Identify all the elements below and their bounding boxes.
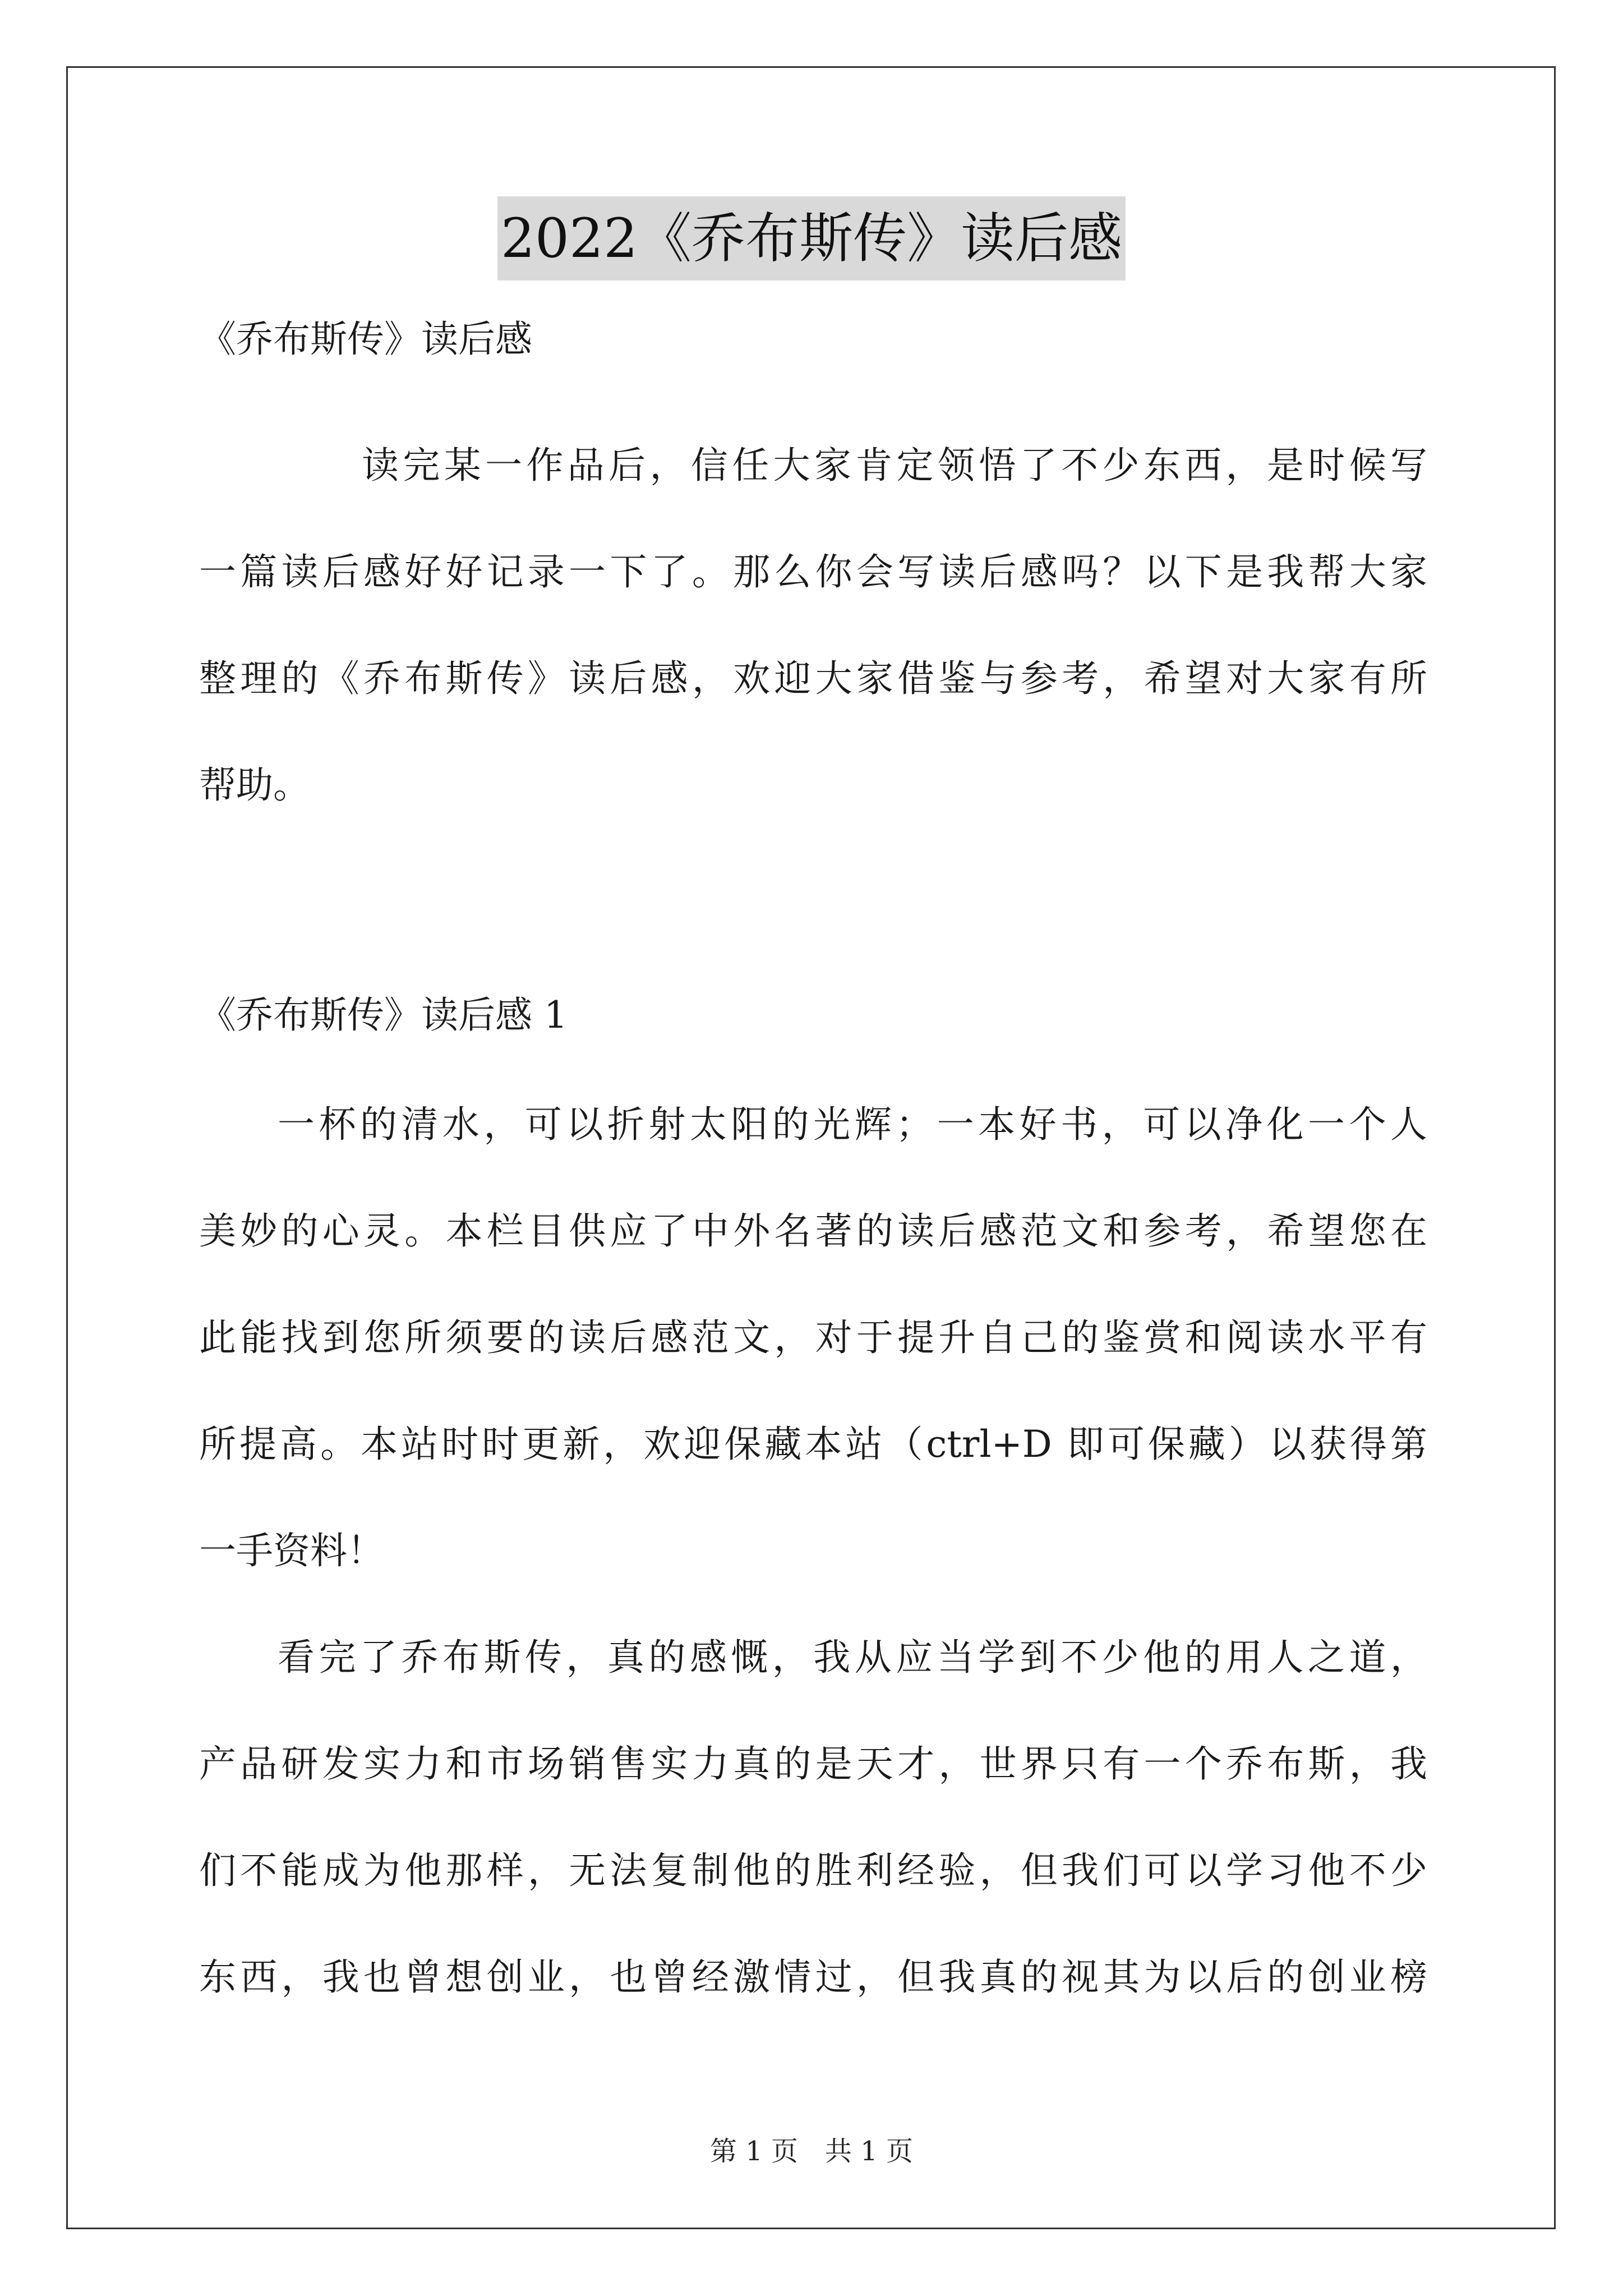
- intro-line: 读完某一作品后，信任大家肯定领悟了不少东西，是时候写: [362, 444, 1427, 487]
- paragraph-line: 一手资料！: [199, 1529, 384, 1572]
- intro-line: 整理的《乔布斯传》读后感，欢迎大家借鉴与参考，希望对大家有所: [199, 657, 1427, 700]
- paragraph-line: 此能找到您所须要的读后感范文，对于提升自己的鉴赏和阅读水平有: [199, 1316, 1427, 1359]
- intro-line: 一篇读后感好好记录一下了。那么你会写读后感吗？以下是我帮大家: [199, 550, 1427, 593]
- page-footer: 第 1 页 共 1 页: [709, 2136, 914, 2167]
- intro-line: 帮助。: [199, 763, 310, 807]
- section-heading: 《乔布斯传》读后感 1: [199, 993, 568, 1037]
- title-container: [0, 196, 1623, 280]
- document-title: 2022《乔布斯传》读后感: [497, 196, 1126, 280]
- paragraph-line: 产品研发实力和市场销售实力真的是天才，世界只有一个乔布斯，我: [199, 1742, 1427, 1786]
- paragraph-line: 美妙的心灵。本栏目供应了中外名著的读后感范文和参考，希望您在: [199, 1209, 1427, 1253]
- document-subtitle: 《乔布斯传》读后感: [199, 318, 532, 361]
- paragraph-line: 看完了乔布斯传，真的感慨，我从应当学到不少他的用人之道，: [278, 1636, 1427, 1679]
- paragraph-line: 所提高。本站时时更新，欢迎保藏本站（ctrl+D 即可保藏）以获得第: [199, 1423, 1427, 1466]
- paragraph-line: 们不能成为他那样，无法复制他的胜利经验，但我们可以学习他不少: [199, 1849, 1427, 1892]
- paragraph-line: 一杯的清水，可以折射太阳的光辉；一本好书，可以净化一个人: [278, 1103, 1427, 1146]
- paragraph-line: 东西，我也曾想创业，也曾经激情过，但我真的视其为以后的创业榜: [199, 1955, 1427, 1999]
